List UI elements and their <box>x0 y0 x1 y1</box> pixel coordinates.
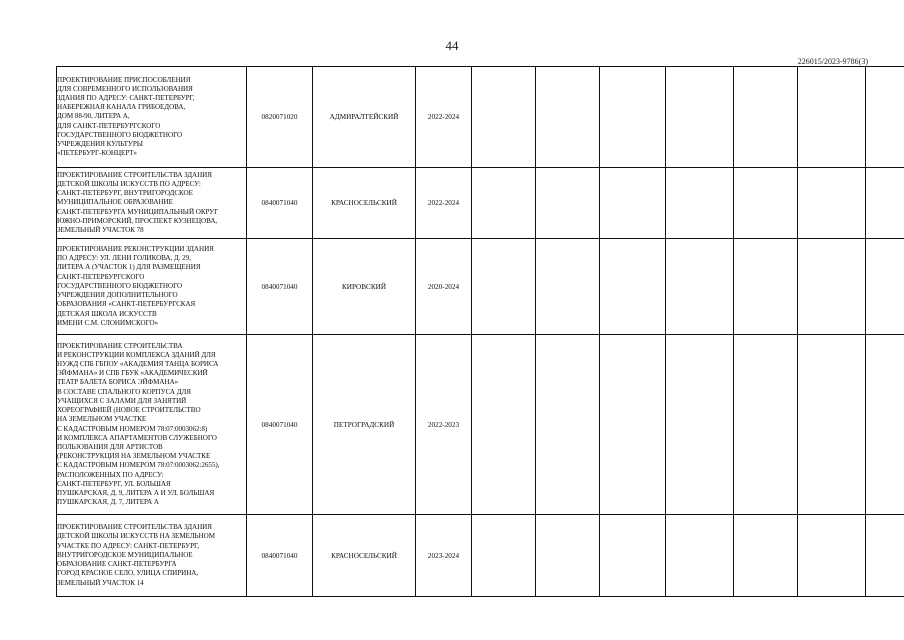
table-row <box>57 239 904 335</box>
page-number: 44 <box>445 38 459 53</box>
name-line: ПО АДРЕСУ: УЛ. ЛЕНИ ГОЛИКОВА, Д. 29, <box>57 254 191 263</box>
name-line: ГОСУДАРСТВЕННОГО БЮДЖЕТНОГО <box>57 130 183 139</box>
budget-code: 0840071040 <box>247 168 313 239</box>
budget-code: 0820071020 <box>247 67 313 168</box>
empty-cell <box>666 239 734 335</box>
budget-code: 0840071040 <box>247 335 313 515</box>
name-line: ПРОЕКТИРОВАНИЕ СТРОИТЕЛЬСТВА ЗДАНИЯ <box>57 523 212 532</box>
empty-cell <box>536 168 600 239</box>
name-line: ДЕТСКОЙ ШКОЛЫ ИСКУССТВ НА ЗЕМЕЛЬНОМ <box>57 532 215 541</box>
name-line: ПРОЕКТИРОВАНИЕ СТРОИТЕЛЬСТВА ЗДАНИЯ <box>57 170 212 179</box>
empty-cell <box>600 335 666 515</box>
name-line: УЧАЩИХСЯ С ЗАЛАМИ ДЛЯ ЗАНЯТИЙ <box>57 396 187 405</box>
document-id: 226015/2023-9786(3) <box>797 57 868 66</box>
years: 2022-2023 <box>416 335 472 515</box>
empty-cell <box>472 67 536 168</box>
name-line: ЗЕМЕЛЬНЫЙ УЧАСТОК 78 <box>57 226 144 234</box>
name-line: (РЕКОНСТРУКЦИЯ НА ЗЕМЕЛЬНОМ УЧАСТКЕ <box>57 452 211 461</box>
empty-cell <box>536 239 600 335</box>
table-row <box>57 67 904 168</box>
empty-cell <box>536 67 600 168</box>
empty-cell <box>798 67 866 168</box>
empty-cell <box>734 335 798 515</box>
name-line: НА ЗЕМЕЛЬНОМ УЧАСТКЕ <box>57 415 147 424</box>
empty-cell <box>600 239 666 335</box>
project-name <box>57 335 247 515</box>
name-line: ХОРЕОГРАФИЕЙ (НОВОЕ СТРОИТЕЛЬСТВО <box>57 406 201 415</box>
name-line: И РЕКОНСТРУКЦИИ КОМПЛЕКСА ЗДАНИЙ ДЛЯ <box>57 350 216 359</box>
name-line: ДЕТСКАЯ ШКОЛА ИСКУССТВ <box>57 309 157 318</box>
name-line: УЧАСТКЕ ПО АДРЕСУ: САНКТ-ПЕТЕРБУРГ, <box>57 541 199 550</box>
empty-cell <box>666 168 734 239</box>
empty-cell <box>536 515 600 597</box>
empty-cell <box>798 239 866 335</box>
name-line: ЮЖНО-ПРИМОРСКИЙ, ПРОСПЕКТ КУЗНЕЦОВА, <box>57 216 218 225</box>
name-line: НАБЕРЕЖНАЯ КАНАЛА ГРИБОЕДОВА, <box>57 103 186 112</box>
name-line: И КОМПЛЕКСА АПАРТАМЕНТОВ СЛУЖЕБНОГО <box>57 433 217 442</box>
name-line: УЧРЕЖДЕНИЯ КУЛЬТУРЫ <box>57 140 143 148</box>
empty-cell <box>798 168 866 239</box>
name-line: «ПЕТЕРБУРГ-КОНЦЕРТ» <box>57 149 137 158</box>
project-name <box>57 168 247 239</box>
empty-cell <box>866 515 904 597</box>
name-line: ДЕТСКОЙ ШКОЛЫ ИСКУССТВ ПО АДРЕСУ: <box>57 179 201 188</box>
name-line: ВНУТРИГОРОДСКОЕ МУНИЦИПАЛЬНОЕ <box>57 550 193 559</box>
project-name <box>57 67 247 168</box>
name-line: НУЖД СПБ ГБПОУ «АКАДЕМИЯ ТАНЦА БОРИСА <box>57 360 219 369</box>
empty-cell <box>472 335 536 515</box>
name-line: УЧРЕЖДЕНИЯ ДОПОЛНИТЕЛЬНОГО <box>57 291 178 300</box>
empty-cell <box>734 515 798 597</box>
name-line: ДЛЯ СОВРЕМЕННОГО ИСПОЛЬЗОВАНИЯ <box>57 84 193 93</box>
name-line: ДЛЯ САНКТ-ПЕТЕРБУРГСКОГО <box>57 121 161 130</box>
name-line: ТЕАТР БАЛЕТА БОРИСА ЭЙФМАНА» <box>57 378 179 387</box>
name-line: ПРОЕКТИРОВАНИЕ РЕКОНСТРУКЦИИ ЗДАНИЯ <box>57 245 214 254</box>
name-line: ГОСУДАРСТВЕННОГО БЮДЖЕТНОГО <box>57 281 183 290</box>
name-line: С КАДАСТРОВЫМ НОМЕРОМ 78:07:0003062:8) <box>57 424 208 433</box>
name-line: ОБРАЗОВАНИЕ САНКТ-ПЕТЕРБУРГА <box>57 560 177 569</box>
budget-code: 0840071040 <box>247 239 313 335</box>
table-row <box>57 335 904 515</box>
name-line: САНКТ-ПЕТЕРБУРГ, УЛ. БОЛЬШАЯ <box>57 479 171 488</box>
name-line: МУНИЦИПАЛЬНОЕ ОБРАЗОВАНИЕ <box>57 198 173 207</box>
table-row <box>57 168 904 239</box>
district: ПЕТРОГРАДСКИЙ <box>313 335 416 515</box>
name-line: ПРОЕКТИРОВАНИЕ СТРОИТЕЛЬСТВА <box>57 341 183 350</box>
name-line: ПРОЕКТИРОВАНИЕ ПРИСПОСОБЛЕНИЯ <box>57 75 191 84</box>
empty-cell <box>666 335 734 515</box>
name-line: САНКТ-ПЕТЕРБУРГА МУНИЦИПАЛЬНЫЙ ОКРУГ <box>57 207 219 216</box>
budget-code: 0840071040 <box>247 515 313 597</box>
name-line: ЭЙФМАНА» И СПБ ГБУК «АКАДЕМИЧЕСКИЙ <box>57 369 208 378</box>
empty-cell <box>866 335 904 515</box>
empty-cell <box>866 168 904 239</box>
district: АДМИРАЛТЕЙСКИЙ <box>313 67 416 168</box>
empty-cell <box>734 239 798 335</box>
name-line: В СОСТАВЕ СПАЛЬНОГО КОРПУСА ДЛЯ <box>57 387 191 396</box>
district: КРАСНОСЕЛЬСКИЙ <box>313 168 416 239</box>
name-line: САНКТ-ПЕТЕРБУРГСКОГО <box>57 272 145 281</box>
name-line: ПУШКАРСКАЯ, Д. 9, ЛИТЕРА А И УЛ. БОЛЬШАЯ <box>57 488 215 497</box>
empty-cell <box>600 168 666 239</box>
empty-cell <box>734 67 798 168</box>
empty-cell <box>600 67 666 168</box>
name-line: САНКТ-ПЕТЕРБУРГ, ВНУТРИГОРОДСКОЕ <box>57 189 193 198</box>
years: 2020-2024 <box>416 239 472 335</box>
name-line: ОБРАЗОВАНИЯ «САНКТ-ПЕТЕРБУРГСКАЯ <box>57 300 196 309</box>
empty-cell <box>866 239 904 335</box>
name-line: РАСПОЛОЖЕННЫХ ПО АДРЕСУ: <box>57 470 164 479</box>
name-line: ПУШКАРСКАЯ, Д. 7, ЛИТЕРА А <box>57 498 159 507</box>
name-line: С КАДАСТРОВЫМ НОМЕРОМ 78:07:0003062:2655), <box>57 461 220 470</box>
project-name <box>57 239 247 335</box>
empty-cell <box>798 335 866 515</box>
name-line: ДОМ 88-90, ЛИТЕРА А, <box>57 112 130 121</box>
empty-cell <box>472 515 536 597</box>
years: 2023-2024 <box>416 515 472 597</box>
empty-cell <box>536 335 600 515</box>
name-line: ЗДАНИЯ ПО АДРЕСУ: САНКТ-ПЕТЕРБУРГ, <box>57 93 195 102</box>
table-row <box>57 515 904 597</box>
empty-cell <box>734 168 798 239</box>
empty-cell <box>472 168 536 239</box>
name-line: ПОЛЬЗОВАНИЯ ДЛЯ АРТИСТОВ <box>57 442 163 451</box>
empty-cell <box>666 515 734 597</box>
years: 2022-2024 <box>416 168 472 239</box>
empty-cell <box>472 239 536 335</box>
name-line: ЛИТЕРА А (УЧАСТОК 1) ДЛЯ РАЗМЕЩЕНИЯ <box>57 263 201 272</box>
name-line: ГОРОД КРАСНОЕ СЕЛО, УЛИЦА СПИРИНА, <box>57 569 199 578</box>
project-name <box>57 515 247 597</box>
projects-table <box>56 66 904 597</box>
empty-cell <box>866 67 904 168</box>
empty-cell <box>798 515 866 597</box>
years: 2022-2024 <box>416 67 472 168</box>
district: КИРОВСКИЙ <box>313 239 416 335</box>
name-line: ЗЕМЕЛЬНЫЙ УЧАСТОК 14 <box>57 578 144 587</box>
empty-cell <box>600 515 666 597</box>
district: КРАСНОСЕЛЬСКИЙ <box>313 515 416 597</box>
name-line: ИМЕНИ С.М. СЛОНИМСКОГО» <box>57 318 159 327</box>
empty-cell <box>666 67 734 168</box>
